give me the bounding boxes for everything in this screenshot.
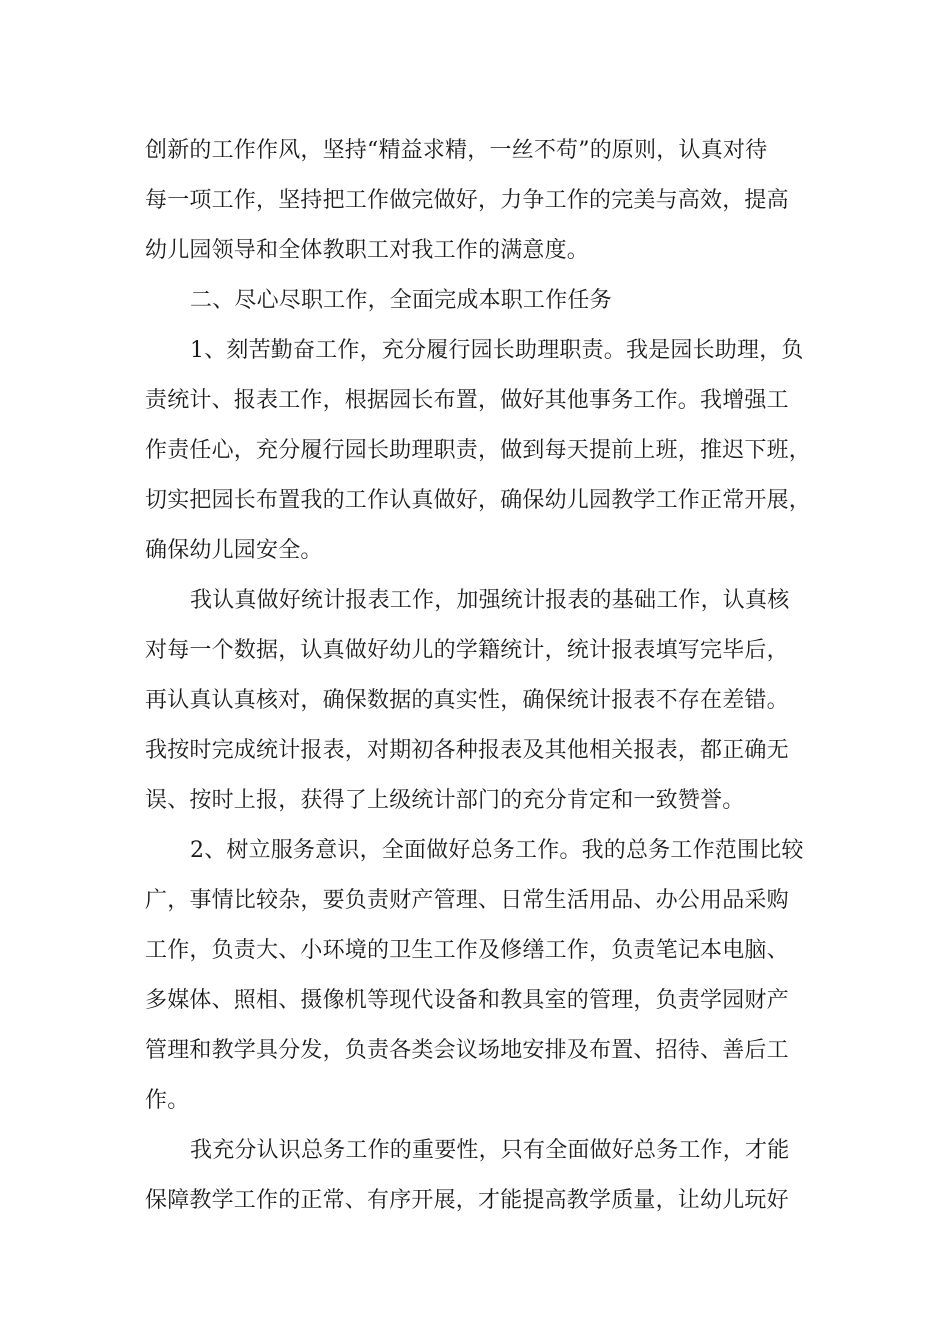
text-line: 我按时完成统计报表，对期初各种报表及其他相关报表，都正确无	[145, 738, 789, 763]
text-line: 对每一个数据，认真做好幼儿的学籍统计，统计报表填写完毕后，	[145, 638, 789, 663]
text-line: 误、按时上报，获得了上级统计部门的充分肯定和一致赞誉。	[145, 788, 745, 813]
text-line: 广，事情比较杂，要负责财产管理、日常生活用品、办公用品采购	[145, 888, 789, 913]
text-line: 每一项工作，坚持把工作做完做好，力争工作的完美与高效，提高	[145, 188, 789, 213]
text-line: 管理和教学具分发，负责各类会议场地安排及布置、招待、善后工	[145, 1038, 789, 1063]
text-line: 工作，负责大、小环境的卫生工作及修缮工作，负责笔记本电脑、	[145, 938, 789, 963]
text-line: 1、刻苦勤奋工作，充分履行园长助理职责。我是园长助理，负	[190, 338, 804, 363]
text-line: 2、树立服务意识，全面做好总务工作。我的总务工作范围比较	[190, 838, 804, 863]
text-line: 我认真做好统计报表工作，加强统计报表的基础工作，认真核	[190, 588, 790, 613]
text-line: 作。	[145, 1088, 190, 1113]
section-heading: 二、尽心尽职工作，全面完成本职工作任务	[190, 288, 612, 313]
text-line: 切实把园长布置我的工作认真做好，确保幼儿园教学工作正常开展，	[145, 488, 812, 513]
text-line: 创新的工作作风，坚持“精益求精，一丝不苟”的原则，认真对待	[145, 138, 768, 163]
text-line: 多媒体、照相、摄像机等现代设备和教具室的管理，负责学园财产	[145, 988, 789, 1013]
text-line: 我充分认识总务工作的重要性，只有全面做好总务工作，才能	[190, 1138, 790, 1163]
text-line: 再认真认真核对，确保数据的真实性，确保统计报表不存在差错。	[145, 688, 789, 713]
text-line: 确保幼儿园安全。	[145, 538, 323, 563]
text-line: 责统计、报表工作，根据园长布置，做好其他事务工作。我增强工	[145, 388, 789, 413]
text-line: 作责任心，充分履行园长助理职责，做到每天提前上班，推迟下班，	[145, 438, 812, 463]
text-line: 保障教学工作的正常、有序开展，才能提高教学质量，让幼儿玩好	[145, 1188, 789, 1213]
text-line: 幼儿园领导和全体教职工对我工作的满意度。	[145, 238, 590, 263]
